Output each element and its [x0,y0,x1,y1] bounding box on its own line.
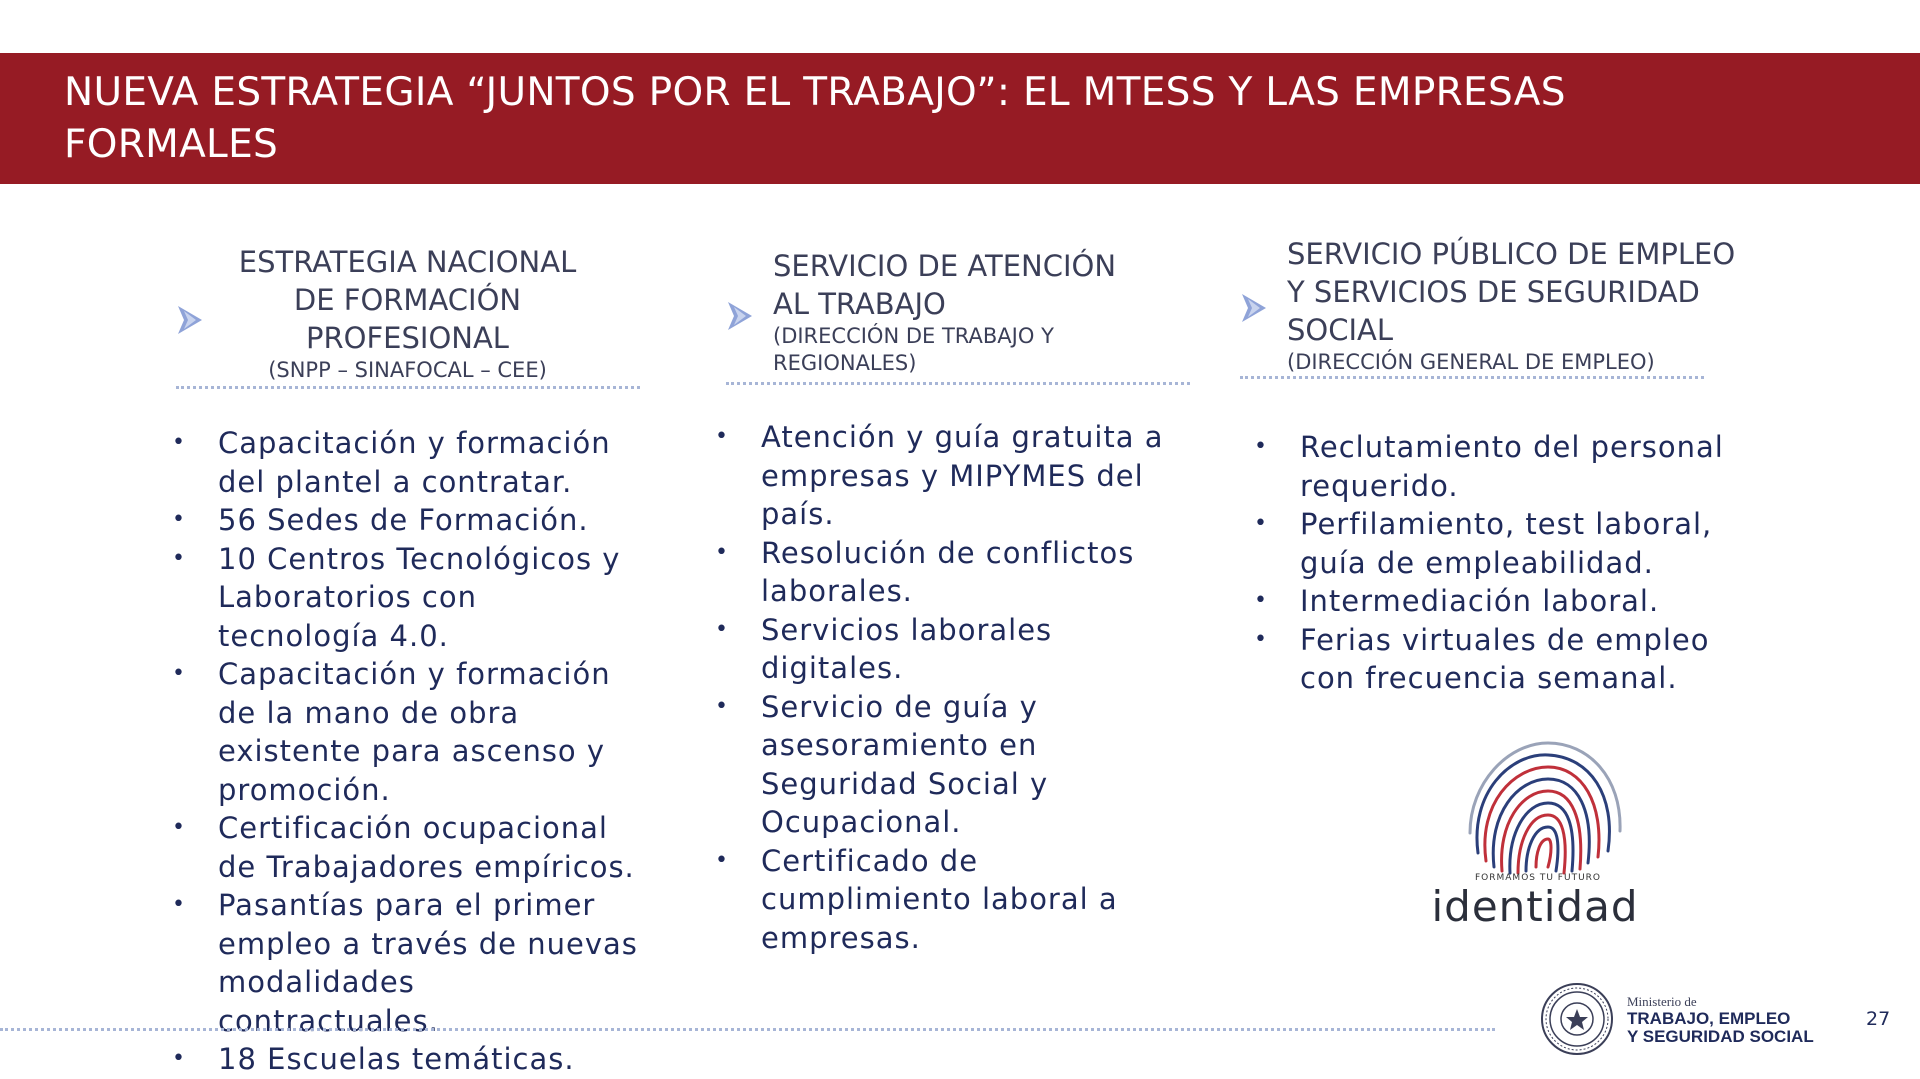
footer-divider [0,1028,1495,1031]
list-item: • 10 Centros Tecnológicos y Laboratorios con tecnología 4.0. [172,540,672,656]
list-item: • Capacitación y formación de la mano de obra existente para ascenso y promoción. [172,655,672,809]
list-item: • Atención y guía gratuita a empresas y MIPYMES del país. [715,418,1215,534]
list-item: • Certificación ocupacional de Trabajadores empíricos. [172,809,672,886]
column-3-heading-line-1: SERVICIO PÚBLICO DE EMPLEO [1287,237,1736,271]
column-1-heading-line-2: DE FORMACIÓN [293,283,522,317]
ministry-label: Ministerio de [1627,994,1697,1009]
list-item: • Servicios laborales digitales. [715,611,1215,688]
list-item: • 18 Escuelas temáticas. [172,1040,672,1079]
list-item: • Perfilamiento, test laboral, guía de empleabilidad. [1254,505,1794,582]
page-number: 27 [1866,1008,1891,1030]
column-1-heading-line-3: PROFESIONAL [306,321,509,355]
ministry-logo-text [1627,994,1814,1046]
ministry-name-line-1: TRABAJO, EMPLEO [1627,1009,1791,1028]
column-1-bullet-list [172,424,672,1079]
column-1-subheading: (SNPP – SINAFOCAL – CEE) [268,358,547,382]
list-item: • Ferias virtuales de empleo con frecuencia semanal. [1254,621,1794,698]
column-2-subheading-line-2: REGIONALES) [773,351,917,375]
slide-title-line-1: NUEVA ESTRATEGIA “JUNTOS POR EL TRABAJO”: EL MTESS Y LAS EMPRESAS [64,70,1566,115]
column-3-bullet-list [1254,428,1794,698]
column-2-header [773,247,1193,377]
column-2-bullet-list [715,418,1215,957]
slide-title-line-2: FORMALES [64,122,279,167]
column-2-subheading-line-1: (DIRECCIÓN DE TRABAJO Y [773,324,1054,348]
column-1-divider [176,386,640,389]
column-2-heading-line-2: AL TRABAJO [773,287,946,321]
list-item: • Certificado de cumplimiento laboral a empresas. [715,842,1215,958]
chevron-right-icon [1240,291,1268,325]
list-item: • Servicio de guía y asesoramiento en Seguridad Social y Ocupacional. [715,688,1215,842]
list-item: • Reclutamiento del personal requerido. [1254,428,1794,505]
column-1-header [210,243,605,384]
column-3-divider [1240,376,1704,379]
column-3-header [1287,235,1807,376]
slide-title [64,67,1844,171]
logo-tagline: FORMAMOS TU FUTURO [1475,873,1601,883]
chevron-right-icon [726,299,754,333]
title-banner [0,53,1920,184]
list-item: • 56 Sedes de Formación. [172,501,672,540]
list-item: • Intermediación laboral. [1254,582,1794,621]
list-item: • Capacitación y formación del plantel a contratar. [172,424,672,501]
chevron-right-icon [176,303,204,337]
list-item: • Pasantías para el primer empleo a través de nuevas modalidades contractuales. [172,886,672,1040]
ministry-name-line-2: Y SEGURIDAD SOCIAL [1627,1027,1814,1046]
column-2-divider [726,382,1190,385]
national-seal-icon [1540,982,1614,1056]
column-2-heading-line-1: SERVICIO DE ATENCIÓN [773,249,1117,283]
column-3-subheading: (DIRECCIÓN GENERAL DE EMPLEO) [1287,350,1655,374]
column-3-heading-line-2: Y SERVICIOS DE SEGURIDAD [1287,275,1700,309]
column-1-heading-line-1: ESTRATEGIA NACIONAL [238,245,577,279]
list-item: • Resolución de conflictos laborales. [715,534,1215,611]
logo-wordmark: identidad [1431,882,1639,931]
column-3-heading-line-3: SOCIAL [1287,313,1394,347]
